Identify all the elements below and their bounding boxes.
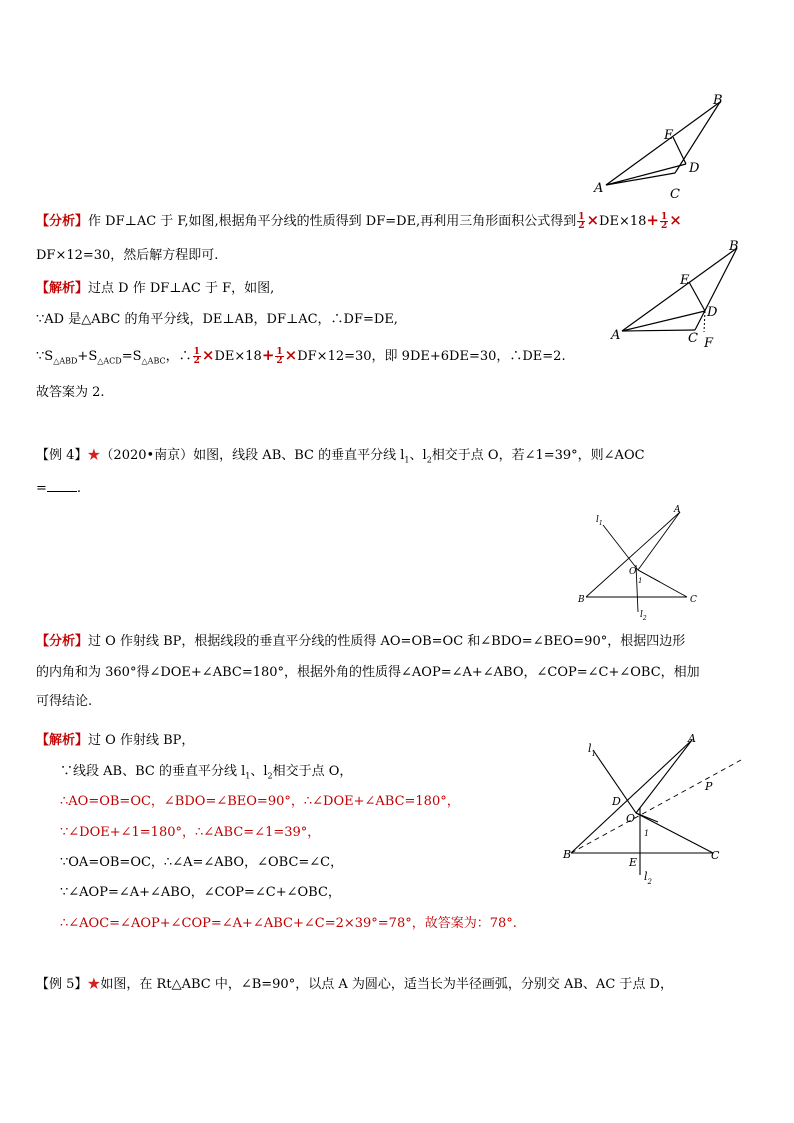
- answer-blank: [47, 479, 77, 492]
- fig4-label-e: E: [629, 856, 638, 869]
- solution-2-line7: ∴∠AOC=∠AOP+∠COP=∠A+∠ABC+∠C=2×39°=78°，故答案为：78°.: [60, 916, 517, 931]
- fig1-label-d: D: [689, 161, 700, 176]
- fig4-label-d: D: [612, 795, 621, 808]
- solution-2-line5: ∵OA=OB=OC，∴∠A=∠ABO，∠OBC=∠C，: [60, 855, 344, 870]
- solution-1-line4: 故答案为 2.: [36, 385, 105, 400]
- fig3-label-1: 1: [638, 577, 643, 585]
- fig3-label-b: B: [578, 595, 585, 605]
- fig1-label-e: E: [664, 128, 674, 143]
- fig1-label-b: B: [713, 93, 723, 108]
- fig2-label-f: F: [704, 336, 714, 351]
- fig1-label-a: A: [594, 181, 604, 196]
- fig2-label-d: D: [707, 305, 718, 320]
- fig2-label-a: A: [611, 328, 621, 343]
- example-5-line1: 【例 5】★如图，在 Rt△ABC 中，∠B=90°，以点 A 为圆心，适当长为半径画弧，分别交 AB、AC 于点 D，: [36, 977, 673, 992]
- solution-2-line3: ∴AO=OB=OC，∠BDO=∠BEO=90°，∴∠DOE+∠ABC=180°，: [60, 794, 460, 809]
- fig4-label-a: A: [688, 732, 696, 745]
- solution-2-line1: 【解析】过 O 作射线 BP，: [36, 733, 195, 748]
- fig4-label-l1: $l_1$: [588, 742, 596, 758]
- fig3-label-l2: $l_2$: [640, 610, 647, 622]
- analysis-2-line3: 可得结论.: [36, 694, 93, 709]
- fig4-label-o: O: [626, 812, 636, 825]
- fig4-label-1: 1: [644, 829, 650, 838]
- analysis-2-line2: 的内角和为 360°得∠DOE+∠ABC=180°，根据外角的性质得∠AOP=∠A+∠ABO，∠COP=∠C+∠OBC，相加: [36, 665, 700, 680]
- fig3-label-l1: $l_1$: [596, 515, 603, 527]
- fig2-label-c: C: [688, 331, 698, 346]
- solution-1-line2: ∵AD 是△ABC 的角平分线，DE⊥AB，DF⊥AC，∴DF=DE,: [36, 312, 398, 327]
- fraction-half: $\frac{1}{2}$: [276, 347, 283, 366]
- fig3-label-c: C: [690, 595, 697, 605]
- solution-2-line4: ∵∠DOE+∠1=180°，∴∠ABC=∠1=39°，: [60, 825, 321, 840]
- example-4-line1: 【例 4】★（2020•南京）如图，线段 AB、BC 的垂直平分线 $l_1$、$l_2$相交于点 O，若∠1=39°，则∠AOC: [36, 448, 645, 465]
- fraction-half: $\frac{1}{2}$: [578, 212, 585, 231]
- fig4-label-c: C: [711, 849, 720, 862]
- fig2-label-e: E: [680, 273, 690, 288]
- fig3-label-a: A: [674, 505, 681, 515]
- figure-perpendicular-bisectors-1: [570, 500, 710, 630]
- example-4-line2: = .: [36, 481, 82, 496]
- fig1-label-c: C: [670, 187, 680, 202]
- fig4-label-b: B: [563, 848, 572, 861]
- solution-1-line3: $\because S_{\triangle ABD}+S_{\triangle ACD}=S_{\triangle ABC}$，∴ $\frac{1}{2}$ ×DE×18+ $\frac{1}{2}$ ×DF×12=30，即 9DE+6DE=30，∴DE=2.: [36, 346, 566, 366]
- figure-triangle-1: [590, 88, 740, 203]
- fig4-label-p: P: [705, 780, 713, 793]
- figure-triangle-2: [605, 232, 755, 352]
- solution-tag: 【解析】: [36, 281, 89, 296]
- solution-2-line2: ∵线段 AB、BC 的垂直平分线 $l_1$、$l_2$相交于点 O，: [60, 764, 353, 781]
- fig2-label-b: B: [729, 239, 739, 254]
- analysis-tag: 【分析】: [36, 214, 89, 229]
- solution-2-line6: ∵∠AOP=∠A+∠ABO，∠COP=∠C+∠OBC，: [60, 885, 341, 900]
- fraction-half: $\frac{1}{2}$: [660, 212, 668, 231]
- analysis-1-line2: DF×12=30，然后解方程即可.: [36, 248, 219, 263]
- solution-1-line1: 【解析】过点 D 作 DF⊥AC 于 F，如图,: [36, 281, 275, 296]
- analysis-1-line1: 【分析】作 DF⊥AC 于 F,如图,根据角平分线的性质得到 DF=DE,再利用三角形面积公式得到 $\frac{1}{2}$ ×DE×18+ $\frac{1}{2}$ ×: [36, 211, 682, 231]
- fig4-label-l2: $l_2$: [644, 870, 652, 886]
- fraction-half: $\frac{1}{2}$: [193, 347, 200, 366]
- star-icon: ★: [87, 448, 101, 463]
- fig3-label-o: O: [629, 567, 637, 577]
- analysis-2-line1: 【分析】过 O 作射线 BP，根据线段的垂直平分线的性质得 AO=OB=OC 和∠BDO=∠BEO=90°，根据四边形: [36, 634, 686, 649]
- figure-perpendicular-bisectors-2: [558, 730, 748, 890]
- star-icon: ★: [87, 977, 101, 992]
